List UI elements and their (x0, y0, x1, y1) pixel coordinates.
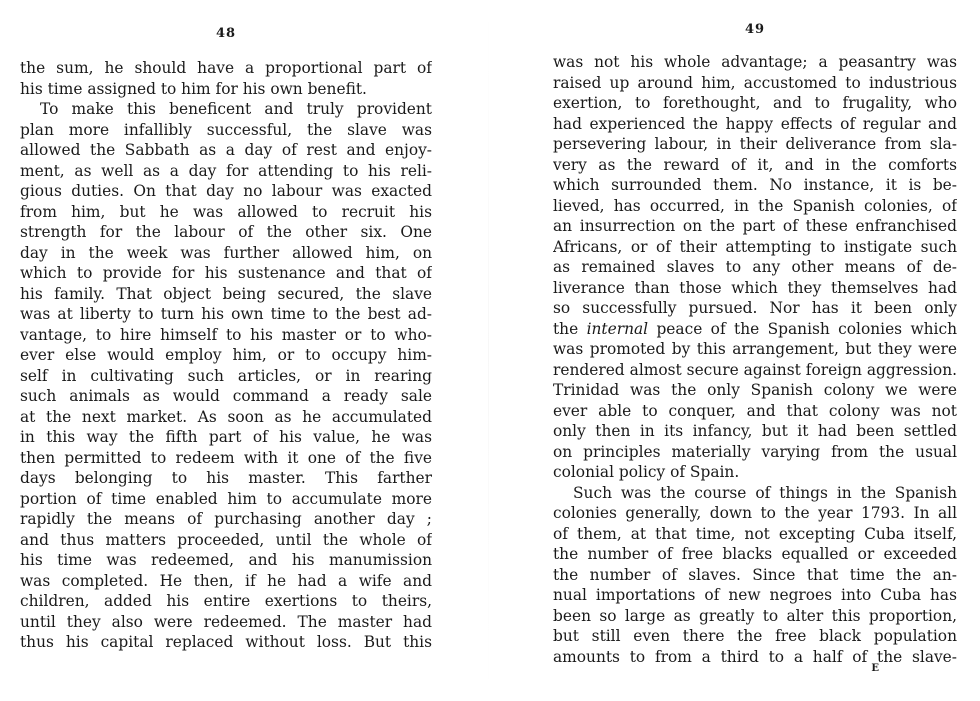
text-line: day in the week was further allowed him, on (20, 243, 432, 262)
text-line: from him, but he was allowed to recruit his (20, 202, 432, 221)
page-number-right: 49 (744, 22, 766, 37)
text-line: raised up around him, accustomed to industrious (553, 73, 957, 92)
text-line: an insurrection on the part of these enfranchised (553, 217, 957, 235)
text-line: at the next market. As soon as he accumulated (20, 407, 432, 426)
text-line: of them, at that time, not excepting Cuba itself, (553, 524, 957, 543)
text-line: rapidly the means of purchasing another day ; (20, 510, 432, 528)
text-line: only then in its infancy, but it had been settled (553, 422, 957, 440)
text-line: his family. That object being secured, the slave (20, 284, 432, 303)
text-line: colonial policy of Spain. (553, 463, 740, 481)
text-line: the sum, he should have a proportional part of (20, 59, 432, 77)
page-number-left: 48 (215, 26, 237, 41)
text-line: To make this beneficent and truly provident (40, 100, 432, 118)
text-line: then permitted to redeem with it one of the five (20, 448, 432, 467)
text-line: ment, as well as a day for attending to his reli- (20, 161, 432, 180)
right-page-text (553, 52, 957, 667)
text-line: portion of time enabled him to accumulate more (20, 489, 432, 508)
left-page (20, 0, 432, 701)
text-line: liverance than those which they themselves had (553, 278, 957, 297)
text-line: rendered almost secure against foreign aggression. (553, 360, 957, 379)
text-line: persevering labour, in their deliverance from sla- (553, 135, 957, 153)
text-line: strength for the labour of the other six. One (20, 223, 432, 241)
text-line: as remained slaves to any other means of de- (553, 258, 957, 276)
text-line: until they also were redeemed. The master had (20, 612, 432, 631)
left-page-text (20, 58, 432, 653)
text-line: on principles materially varying from the usual (553, 442, 957, 461)
text-line: which surrounded them. No instance, it is be- (553, 176, 957, 194)
text-line: Africans, or of their attempting to instigate such (553, 237, 957, 256)
text-line: the number of free blacks equalled or exceeded (553, 545, 957, 563)
text-line: days belonging to his master. This farther (20, 469, 432, 487)
text-line: in this way the fifth part of his value, he was (20, 428, 432, 446)
text-line: was completed. He then, if he had a wife and (20, 571, 432, 590)
text-line: was not his whole advantage; a peasantry was (553, 53, 957, 71)
italic-word: internal (586, 319, 649, 338)
text-line: and thus matters proceeded, until the whole of (20, 530, 432, 549)
text-line: had experienced the happy effects of regular and (553, 114, 957, 133)
text-line: plan more infallibly successful, the slave was (20, 120, 432, 139)
text-line: ever able to conquer, and that colony was not (553, 401, 957, 420)
text-line: self in cultivating such articles, or in rearing (20, 366, 432, 385)
text-line: exertion, to forethought, and to frugality, who (553, 94, 957, 112)
text-line: nual importations of new negroes into Cuba has (553, 586, 957, 604)
text-line: Such was the course of things in the Spanish (573, 483, 957, 502)
text-line: so successfully pursued. Nor has it been only (553, 299, 957, 317)
text-line: colonies generally, down to the year 1793. In all (553, 504, 957, 522)
line-segment: peace of the Spanish colonies which (648, 319, 957, 338)
gutter-shadow (488, 0, 489, 701)
text-line: was at liberty to turn his own time to the best ad- (20, 305, 432, 323)
text-line: but still even there the free black population (553, 627, 957, 645)
text-line: been so large as greatly to alter this proportion, (553, 606, 957, 625)
text-line: ever else would employ him, or to occupy him- (20, 346, 432, 364)
text-line: which to provide for his sustenance and that of (20, 264, 432, 282)
text-line: the number of slaves. Since that time the an- (553, 565, 957, 584)
text-line: vantage, to hire himself to his master or to who- (20, 325, 432, 344)
right-page (553, 0, 957, 701)
text-line: allowed the Sabbath as a day of rest and enjoy- (20, 141, 432, 159)
text-line: very as the reward of it, and in the comforts (553, 155, 957, 174)
text-line: was promoted by this arrangement, but they were (553, 340, 957, 358)
signature-mark: E (871, 663, 879, 674)
text-line: children, added his entire exertions to theirs, (20, 592, 432, 610)
text-line: his time was redeemed, and his manumission (20, 551, 432, 569)
text-line: amounts to from a third to a half of the slave- (553, 647, 957, 666)
text-line: such animals as would command a ready sale (20, 387, 432, 405)
text-line: gious duties. On that day no labour was exacted (20, 182, 432, 200)
text-line-internal (553, 319, 957, 340)
text-line: thus his capital replaced without loss. But this (20, 633, 432, 651)
text-line: lieved, has occurred, in the Spanish colonies, of (553, 196, 957, 215)
line-segment: the (553, 319, 587, 338)
text-line: Trinidad was the only Spanish colony we were (553, 381, 957, 399)
text-line: his time assigned to him for his own benefit. (20, 79, 367, 98)
